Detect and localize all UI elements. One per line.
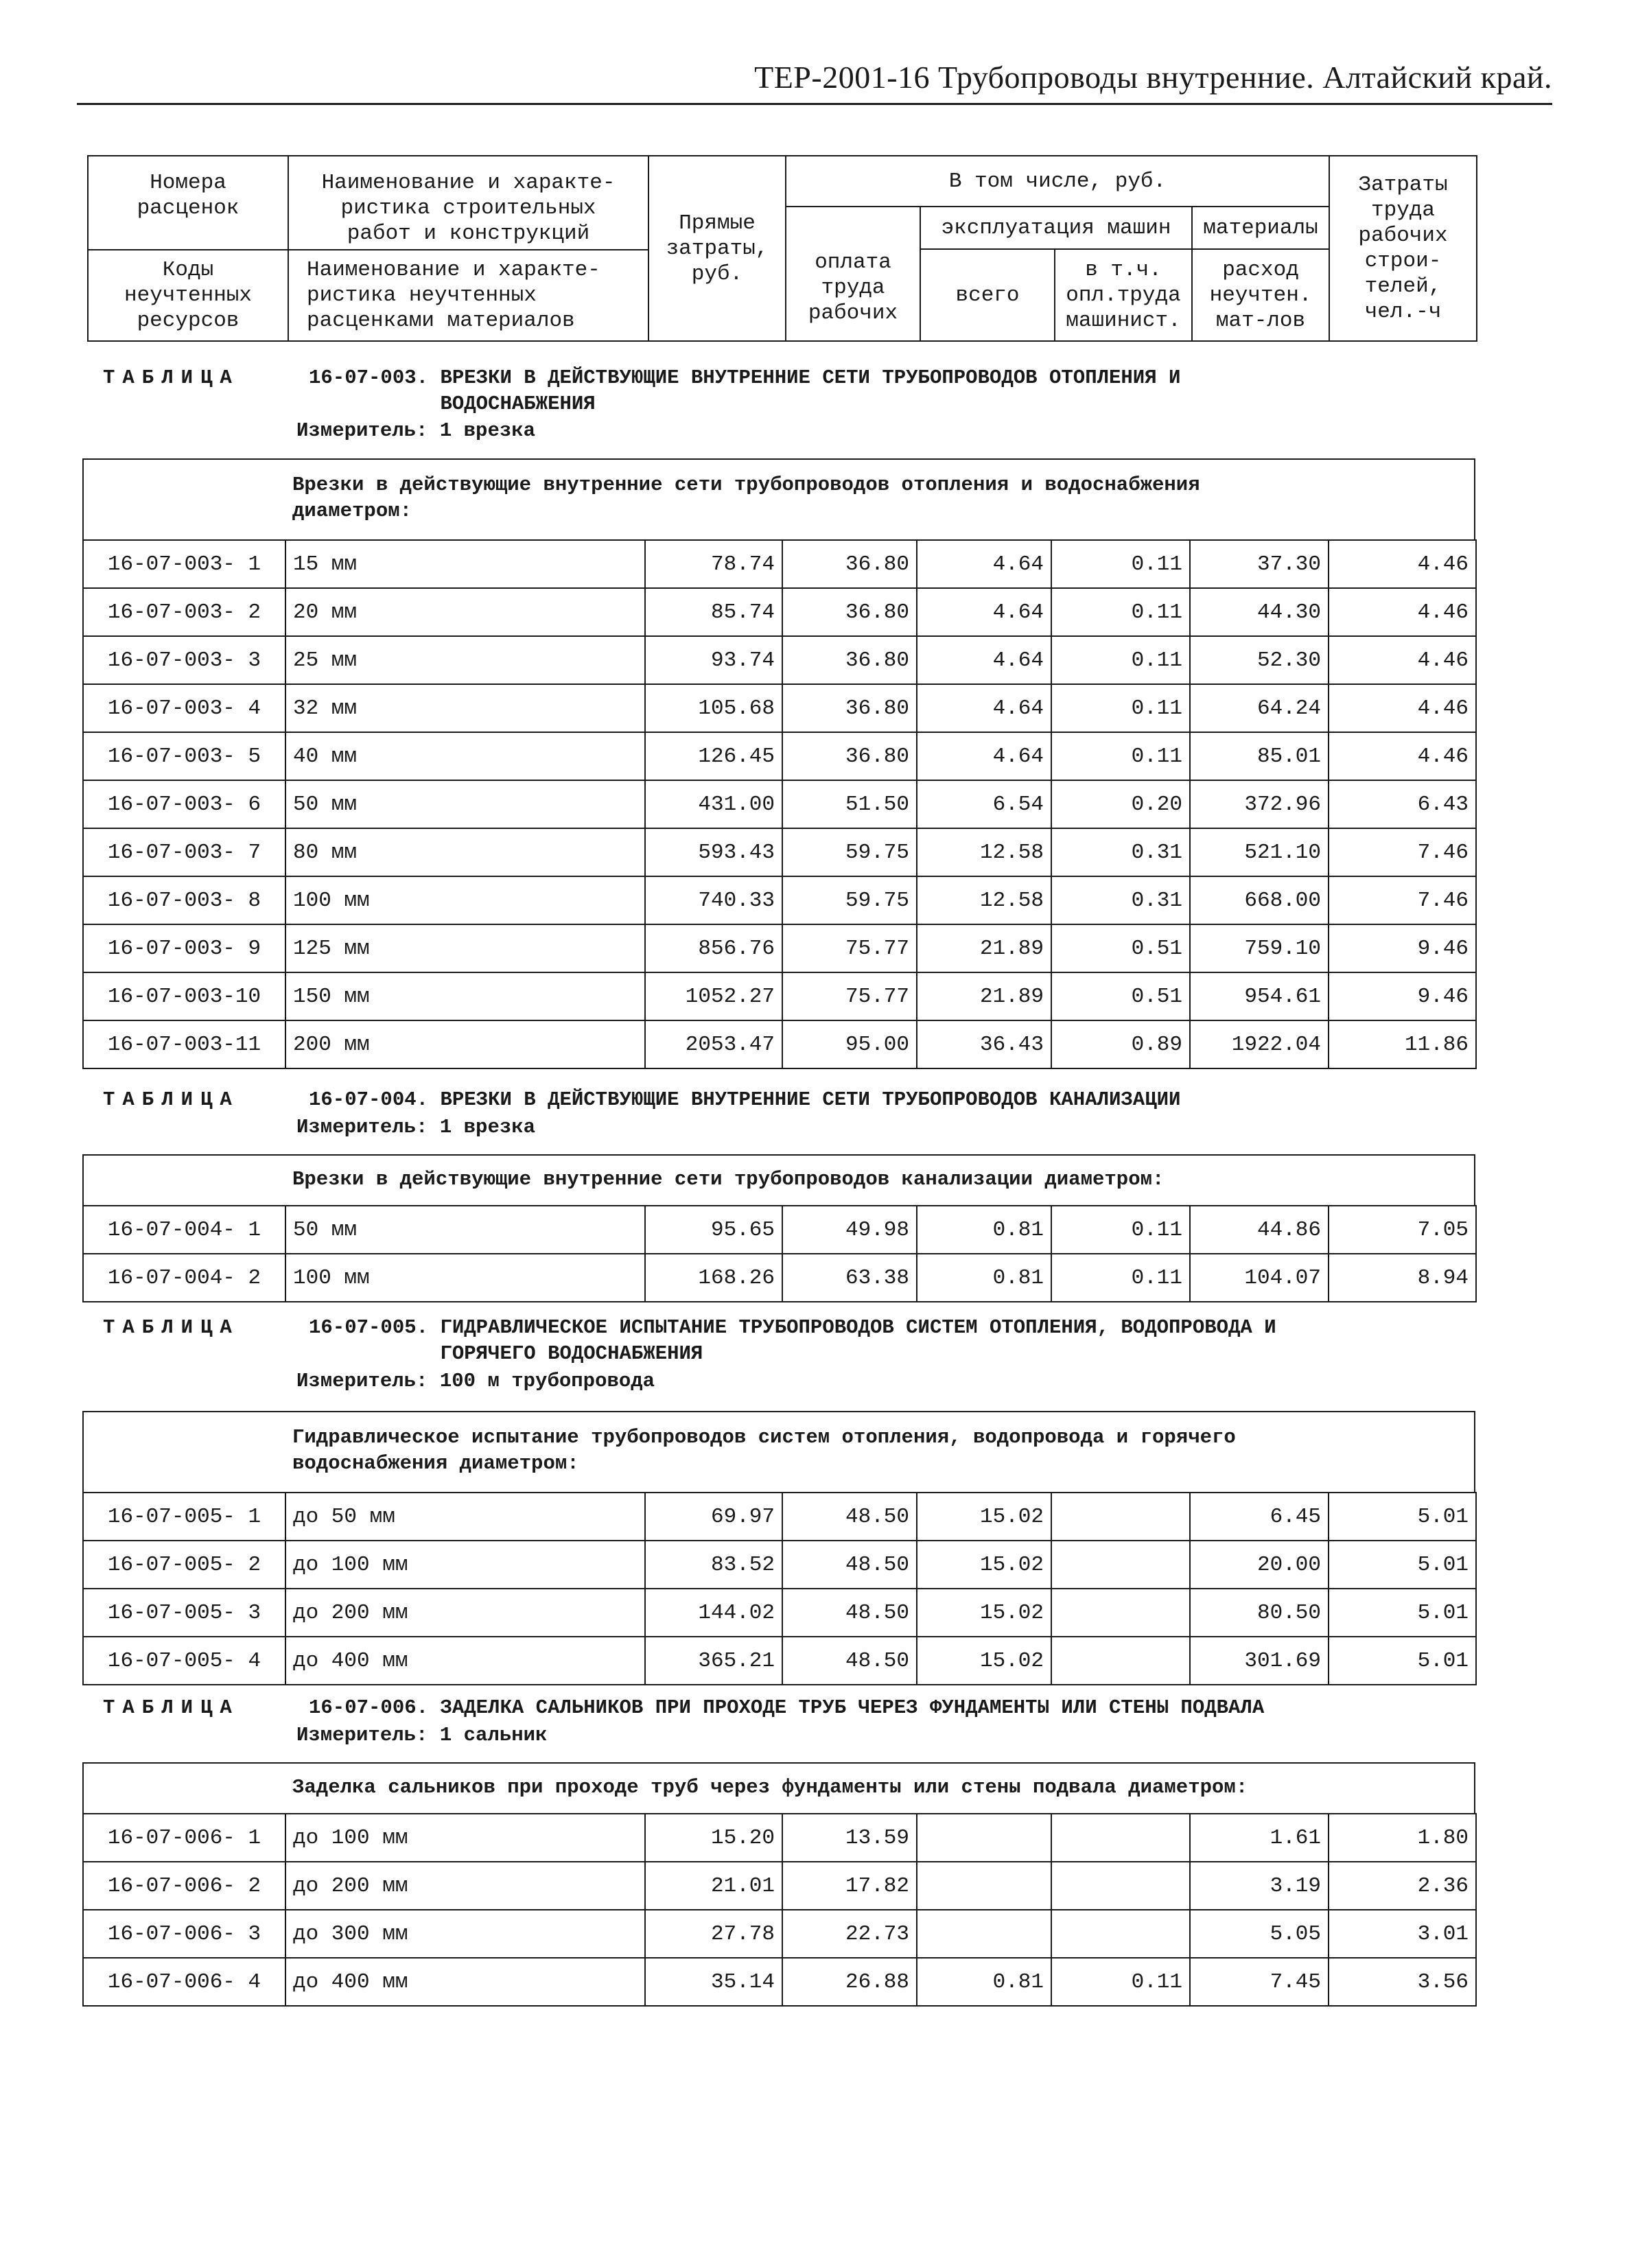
- wages-cell: 51.50: [782, 780, 917, 828]
- machines-wages-cell: 0.11: [1051, 588, 1190, 636]
- wages-cell: 36.80: [782, 684, 917, 732]
- rate-code-cell: 16-07-003- 9: [83, 924, 285, 972]
- materials-cell: 668.00: [1190, 876, 1329, 924]
- work-name-cell: до 100 мм: [285, 1814, 645, 1862]
- direct-costs-cell: 1052.27: [645, 972, 782, 1020]
- materials-cell: 1922.04: [1190, 1020, 1329, 1068]
- machines-total-cell: 12.58: [917, 828, 1051, 876]
- table-row: [83, 1589, 1476, 1637]
- table-heading: ВРЕЗКИ В ДЕЙСТВУЮЩИЕ ВНУТРЕННИЕ СЕТИ ТРУБОПРОВОДОВ КАНАЛИЗАЦИИ: [440, 1088, 1181, 1111]
- machines-wages-cell: 0.51: [1051, 924, 1190, 972]
- header-including: В том числе, руб.: [786, 156, 1329, 207]
- table-005-unit: Измеритель: 100 м трубопровода: [296, 1370, 655, 1392]
- table-row: [83, 780, 1476, 828]
- machines-total-cell: 0.81: [917, 1206, 1051, 1254]
- machines-total-cell: 15.02: [917, 1637, 1051, 1685]
- materials-cell: 44.86: [1190, 1206, 1329, 1254]
- table-003-unit: Измеритель: 1 врезка: [296, 419, 536, 442]
- machines-wages-cell: 0.11: [1051, 1254, 1190, 1302]
- table-006-rows: [82, 1813, 1477, 2007]
- header-machines-wages: в т.ч. опл.труда машинист.: [1055, 249, 1192, 341]
- wages-cell: 36.80: [782, 588, 917, 636]
- labor-hours-cell: 8.94: [1329, 1254, 1476, 1302]
- machines-total-cell: 21.89: [917, 972, 1051, 1020]
- table-003-title: [103, 365, 1180, 417]
- work-name-cell: до 200 мм: [285, 1589, 645, 1637]
- header-wages: оплата труда рабочих: [786, 207, 920, 341]
- direct-costs-cell: 21.01: [645, 1862, 782, 1910]
- machines-total-cell: 4.64: [917, 588, 1051, 636]
- wages-cell: 22.73: [782, 1910, 917, 1958]
- table-003-description: [82, 458, 1475, 539]
- work-name-cell: до 400 мм: [285, 1637, 645, 1685]
- work-name-cell: до 100 мм: [285, 1541, 645, 1589]
- machines-total-cell: 4.64: [917, 636, 1051, 684]
- machines-wages-cell: [1051, 1541, 1190, 1589]
- table-005-rows: [82, 1492, 1477, 1685]
- table-004: [82, 1154, 1475, 1302]
- direct-costs-cell: 144.02: [645, 1589, 782, 1637]
- table-003: [82, 458, 1475, 1069]
- table-row: [83, 1254, 1476, 1302]
- wages-cell: 36.80: [782, 636, 917, 684]
- page-header: [77, 55, 1552, 105]
- machines-total-cell: 4.64: [917, 732, 1051, 780]
- labor-hours-cell: 3.01: [1329, 1910, 1476, 1958]
- description-text: Заделка сальников при проходе труб через фундаменты или стены подвала диаметром:: [292, 1776, 1248, 1799]
- machines-total-cell: 4.64: [917, 684, 1051, 732]
- wages-cell: 95.00: [782, 1020, 917, 1068]
- direct-costs-cell: 95.65: [645, 1206, 782, 1254]
- rate-code-cell: 16-07-003-10: [83, 972, 285, 1020]
- wages-cell: 48.50: [782, 1589, 917, 1637]
- machines-total-cell: 15.02: [917, 1493, 1051, 1541]
- materials-cell: 521.10: [1190, 828, 1329, 876]
- rate-code-cell: 16-07-004- 2: [83, 1254, 285, 1302]
- work-name-cell: до 400 мм: [285, 1958, 645, 2006]
- direct-costs-cell: 593.43: [645, 828, 782, 876]
- machines-wages-cell: 0.51: [1051, 972, 1190, 1020]
- rate-code-cell: 16-07-006- 3: [83, 1910, 285, 1958]
- work-name-cell: 150 мм: [285, 972, 645, 1020]
- work-name-cell: 100 мм: [285, 876, 645, 924]
- labor-hours-cell: 1.80: [1329, 1814, 1476, 1862]
- wages-cell: 63.38: [782, 1254, 917, 1302]
- labor-hours-cell: 7.05: [1329, 1206, 1476, 1254]
- labor-hours-cell: 9.46: [1329, 924, 1476, 972]
- rate-code-cell: 16-07-003- 5: [83, 732, 285, 780]
- table-row: [83, 1206, 1476, 1254]
- table-003-rows: [82, 539, 1477, 1069]
- table-row: [83, 1862, 1476, 1910]
- labor-hours-cell: 5.01: [1329, 1541, 1476, 1589]
- header-materials-sub: расход неучтен. мат-лов: [1192, 249, 1329, 341]
- work-name-cell: 200 мм: [285, 1020, 645, 1068]
- materials-cell: 3.19: [1190, 1862, 1329, 1910]
- rate-code-cell: 16-07-005- 3: [83, 1589, 285, 1637]
- direct-costs-cell: 15.20: [645, 1814, 782, 1862]
- table-row: [83, 540, 1476, 588]
- rate-code-cell: 16-07-003- 1: [83, 540, 285, 588]
- work-name-cell: 50 мм: [285, 780, 645, 828]
- page-header-title: ТЕР-2001-16 Трубопроводы внутренние. Алтайский край.: [754, 60, 1552, 95]
- materials-cell: 954.61: [1190, 972, 1329, 1020]
- machines-wages-cell: 0.31: [1051, 828, 1190, 876]
- machines-wages-cell: [1051, 1637, 1190, 1685]
- work-name-cell: 50 мм: [285, 1206, 645, 1254]
- direct-costs-cell: 85.74: [645, 588, 782, 636]
- work-name-cell: 32 мм: [285, 684, 645, 732]
- direct-costs-cell: 83.52: [645, 1541, 782, 1589]
- rate-code-cell: 16-07-004- 1: [83, 1206, 285, 1254]
- rate-code-cell: 16-07-005- 2: [83, 1541, 285, 1589]
- materials-cell: 85.01: [1190, 732, 1329, 780]
- materials-cell: 20.00: [1190, 1541, 1329, 1589]
- labor-hours-cell: 5.01: [1329, 1493, 1476, 1541]
- table-row: [83, 732, 1476, 780]
- work-name-cell: до 200 мм: [285, 1862, 645, 1910]
- materials-cell: 37.30: [1190, 540, 1329, 588]
- table-006-title: [103, 1695, 1264, 1721]
- machines-wages-cell: 0.89: [1051, 1020, 1190, 1068]
- header-codes-top: Номера расценок: [88, 156, 288, 250]
- header-labor: Затраты труда рабочих строи- телей, чел.-ч: [1329, 156, 1477, 341]
- direct-costs-cell: 105.68: [645, 684, 782, 732]
- machines-total-cell: 0.81: [917, 1958, 1051, 2006]
- table-004-unit: Измеритель: 1 врезка: [296, 1116, 536, 1138]
- materials-cell: 52.30: [1190, 636, 1329, 684]
- table-label: ТАБЛИЦА: [103, 1316, 239, 1339]
- machines-wages-cell: [1051, 1589, 1190, 1637]
- column-header-table: [87, 155, 1477, 342]
- header-name-bottom: Наименование и характе- ристика неучтенных расценками материалов: [288, 250, 648, 341]
- machines-wages-cell: 0.11: [1051, 540, 1190, 588]
- work-name-cell: 40 мм: [285, 732, 645, 780]
- table-row: [83, 588, 1476, 636]
- table-006: [82, 1762, 1475, 2007]
- direct-costs-cell: 856.76: [645, 924, 782, 972]
- table-number: 16-07-004.: [309, 1088, 429, 1111]
- labor-hours-cell: 5.01: [1329, 1589, 1476, 1637]
- machines-total-cell: 0.81: [917, 1254, 1051, 1302]
- machines-total-cell: 6.54: [917, 780, 1051, 828]
- labor-hours-cell: 7.46: [1329, 828, 1476, 876]
- machines-wages-cell: 0.11: [1051, 684, 1190, 732]
- labor-hours-cell: 11.86: [1329, 1020, 1476, 1068]
- direct-costs-cell: 431.00: [645, 780, 782, 828]
- direct-costs-cell: 35.14: [645, 1958, 782, 2006]
- table-row: [83, 636, 1476, 684]
- materials-cell: 80.50: [1190, 1589, 1329, 1637]
- work-name-cell: 125 мм: [285, 924, 645, 972]
- work-name-cell: 80 мм: [285, 828, 645, 876]
- header-materials: материалы: [1192, 207, 1329, 249]
- materials-cell: 5.05: [1190, 1910, 1329, 1958]
- header-codes-bottom: Коды неучтенных ресурсов: [88, 250, 288, 341]
- rate-code-cell: 16-07-005- 4: [83, 1637, 285, 1685]
- machines-total-cell: [917, 1862, 1051, 1910]
- machines-wages-cell: 0.11: [1051, 636, 1190, 684]
- machines-wages-cell: 0.31: [1051, 876, 1190, 924]
- labor-hours-cell: 3.56: [1329, 1958, 1476, 2006]
- rate-code-cell: 16-07-005- 1: [83, 1493, 285, 1541]
- rate-code-cell: 16-07-006- 1: [83, 1814, 285, 1862]
- wages-cell: 49.98: [782, 1206, 917, 1254]
- table-row: [83, 1493, 1476, 1541]
- machines-wages-cell: 0.11: [1051, 732, 1190, 780]
- labor-hours-cell: 7.46: [1329, 876, 1476, 924]
- direct-costs-cell: 126.45: [645, 732, 782, 780]
- machines-wages-cell: 0.11: [1051, 1206, 1190, 1254]
- materials-cell: 64.24: [1190, 684, 1329, 732]
- direct-costs-cell: 78.74: [645, 540, 782, 588]
- materials-cell: 301.69: [1190, 1637, 1329, 1685]
- machines-total-cell: 36.43: [917, 1020, 1051, 1068]
- materials-cell: 1.61: [1190, 1814, 1329, 1862]
- machines-total-cell: 21.89: [917, 924, 1051, 972]
- description-text: Гидравлическое испытание трубопроводов систем отопления, водопровода и горячего водоснабжения диаметром:: [292, 1426, 1236, 1475]
- machines-total-cell: 15.02: [917, 1589, 1051, 1637]
- work-name-cell: 25 мм: [285, 636, 645, 684]
- work-name-cell: 15 мм: [285, 540, 645, 588]
- labor-hours-cell: 6.43: [1329, 780, 1476, 828]
- direct-costs-cell: 168.26: [645, 1254, 782, 1302]
- table-row: [83, 828, 1476, 876]
- work-name-cell: 100 мм: [285, 1254, 645, 1302]
- labor-hours-cell: 4.46: [1329, 540, 1476, 588]
- table-row: [83, 972, 1476, 1020]
- rate-code-cell: 16-07-003- 3: [83, 636, 285, 684]
- wages-cell: 75.77: [782, 972, 917, 1020]
- description-text: Врезки в действующие внутренние сети трубопроводов отопления и водоснабжения диаметром:: [292, 474, 1200, 522]
- labor-hours-cell: 4.46: [1329, 684, 1476, 732]
- machines-wages-cell: [1051, 1814, 1190, 1862]
- table-label: ТАБЛИЦА: [103, 366, 239, 389]
- rate-code-cell: 16-07-003- 7: [83, 828, 285, 876]
- direct-costs-cell: 365.21: [645, 1637, 782, 1685]
- machines-wages-cell: [1051, 1862, 1190, 1910]
- machines-total-cell: [917, 1814, 1051, 1862]
- work-name-cell: до 300 мм: [285, 1910, 645, 1958]
- table-number: 16-07-005.: [309, 1316, 429, 1339]
- table-label: ТАБЛИЦА: [103, 1696, 239, 1719]
- wages-cell: 75.77: [782, 924, 917, 972]
- rate-code-cell: 16-07-006- 4: [83, 1958, 285, 2006]
- machines-wages-cell: 0.11: [1051, 1958, 1190, 2006]
- wages-cell: 48.50: [782, 1493, 917, 1541]
- table-row: [83, 924, 1476, 972]
- wages-cell: 36.80: [782, 732, 917, 780]
- machines-wages-cell: 0.20: [1051, 780, 1190, 828]
- machines-total-cell: 15.02: [917, 1541, 1051, 1589]
- table-row: [83, 1541, 1476, 1589]
- table-005: [82, 1411, 1475, 1685]
- header-name-top: Наименование и характе- ристика строительных работ и конструкций: [288, 156, 648, 250]
- rate-code-cell: 16-07-003- 6: [83, 780, 285, 828]
- table-row: [83, 1637, 1476, 1685]
- table-heading: ЗАДЕЛКА САЛЬНИКОВ ПРИ ПРОХОДЕ ТРУБ ЧЕРЕЗ ФУНДАМЕНТЫ ИЛИ СТЕНЫ ПОДВАЛА: [440, 1696, 1265, 1719]
- table-row: [83, 1814, 1476, 1862]
- rate-code-cell: 16-07-003-11: [83, 1020, 285, 1068]
- table-number: 16-07-003.: [309, 366, 429, 389]
- table-label: ТАБЛИЦА: [103, 1088, 239, 1111]
- table-row: [83, 876, 1476, 924]
- materials-cell: 104.07: [1190, 1254, 1329, 1302]
- materials-cell: 759.10: [1190, 924, 1329, 972]
- labor-hours-cell: 4.46: [1329, 732, 1476, 780]
- labor-hours-cell: 4.46: [1329, 588, 1476, 636]
- work-name-cell: 20 мм: [285, 588, 645, 636]
- labor-hours-cell: 5.01: [1329, 1637, 1476, 1685]
- table-row: [83, 1020, 1476, 1068]
- table-004-rows: [82, 1205, 1477, 1302]
- rate-code-cell: 16-07-003- 8: [83, 876, 285, 924]
- wages-cell: 48.50: [782, 1637, 917, 1685]
- direct-costs-cell: 27.78: [645, 1910, 782, 1958]
- machines-total-cell: 12.58: [917, 876, 1051, 924]
- table-row: [83, 1910, 1476, 1958]
- direct-costs-cell: 69.97: [645, 1493, 782, 1541]
- table-heading: ГИДРАВЛИЧЕСКОЕ ИСПЫТАНИЕ ТРУБОПРОВОДОВ СИСТЕМ ОТОПЛЕНИЯ, ВОДОПРОВОДА И ГОРЯЧЕГО ВОДОСНАБЖЕНИЯ: [440, 1316, 1276, 1365]
- rate-code-cell: 16-07-003- 4: [83, 684, 285, 732]
- table-006-description: [82, 1762, 1475, 1813]
- table-006-unit: Измеритель: 1 сальник: [296, 1724, 548, 1746]
- labor-hours-cell: 9.46: [1329, 972, 1476, 1020]
- materials-cell: 44.30: [1190, 588, 1329, 636]
- description-text: Врезки в действующие внутренние сети трубопроводов канализации диаметром:: [292, 1168, 1165, 1191]
- labor-hours-cell: 2.36: [1329, 1862, 1476, 1910]
- wages-cell: 17.82: [782, 1862, 917, 1910]
- materials-cell: 6.45: [1190, 1493, 1329, 1541]
- header-direct-costs: Прямые затраты, руб.: [648, 156, 786, 341]
- wages-cell: 26.88: [782, 1958, 917, 2006]
- rate-code-cell: 16-07-003- 2: [83, 588, 285, 636]
- wages-cell: 48.50: [782, 1541, 917, 1589]
- table-number: 16-07-006.: [309, 1696, 429, 1719]
- machines-total-cell: [917, 1910, 1051, 1958]
- table-row: [83, 1958, 1476, 2006]
- machines-wages-cell: [1051, 1493, 1190, 1541]
- header-machines-total: всего: [920, 249, 1055, 341]
- machines-total-cell: 4.64: [917, 540, 1051, 588]
- wages-cell: 59.75: [782, 876, 917, 924]
- rate-code-cell: 16-07-006- 2: [83, 1862, 285, 1910]
- header-machines: эксплуатация машин: [920, 207, 1192, 249]
- wages-cell: 59.75: [782, 828, 917, 876]
- direct-costs-cell: 2053.47: [645, 1020, 782, 1068]
- table-row: [83, 684, 1476, 732]
- table-005-title: [103, 1315, 1276, 1367]
- machines-wages-cell: [1051, 1910, 1190, 1958]
- direct-costs-cell: 740.33: [645, 876, 782, 924]
- direct-costs-cell: 93.74: [645, 636, 782, 684]
- materials-cell: 372.96: [1190, 780, 1329, 828]
- work-name-cell: до 50 мм: [285, 1493, 645, 1541]
- wages-cell: 13.59: [782, 1814, 917, 1862]
- table-004-description: [82, 1154, 1475, 1205]
- materials-cell: 7.45: [1190, 1958, 1329, 2006]
- table-005-description: [82, 1411, 1475, 1492]
- wages-cell: 36.80: [782, 540, 917, 588]
- table-heading: ВРЕЗКИ В ДЕЙСТВУЮЩИЕ ВНУТРЕННИЕ СЕТИ ТРУБОПРОВОДОВ ОТОПЛЕНИЯ И ВОДОСНАБЖЕНИЯ: [440, 366, 1181, 415]
- labor-hours-cell: 4.46: [1329, 636, 1476, 684]
- table-004-title: [103, 1087, 1180, 1113]
